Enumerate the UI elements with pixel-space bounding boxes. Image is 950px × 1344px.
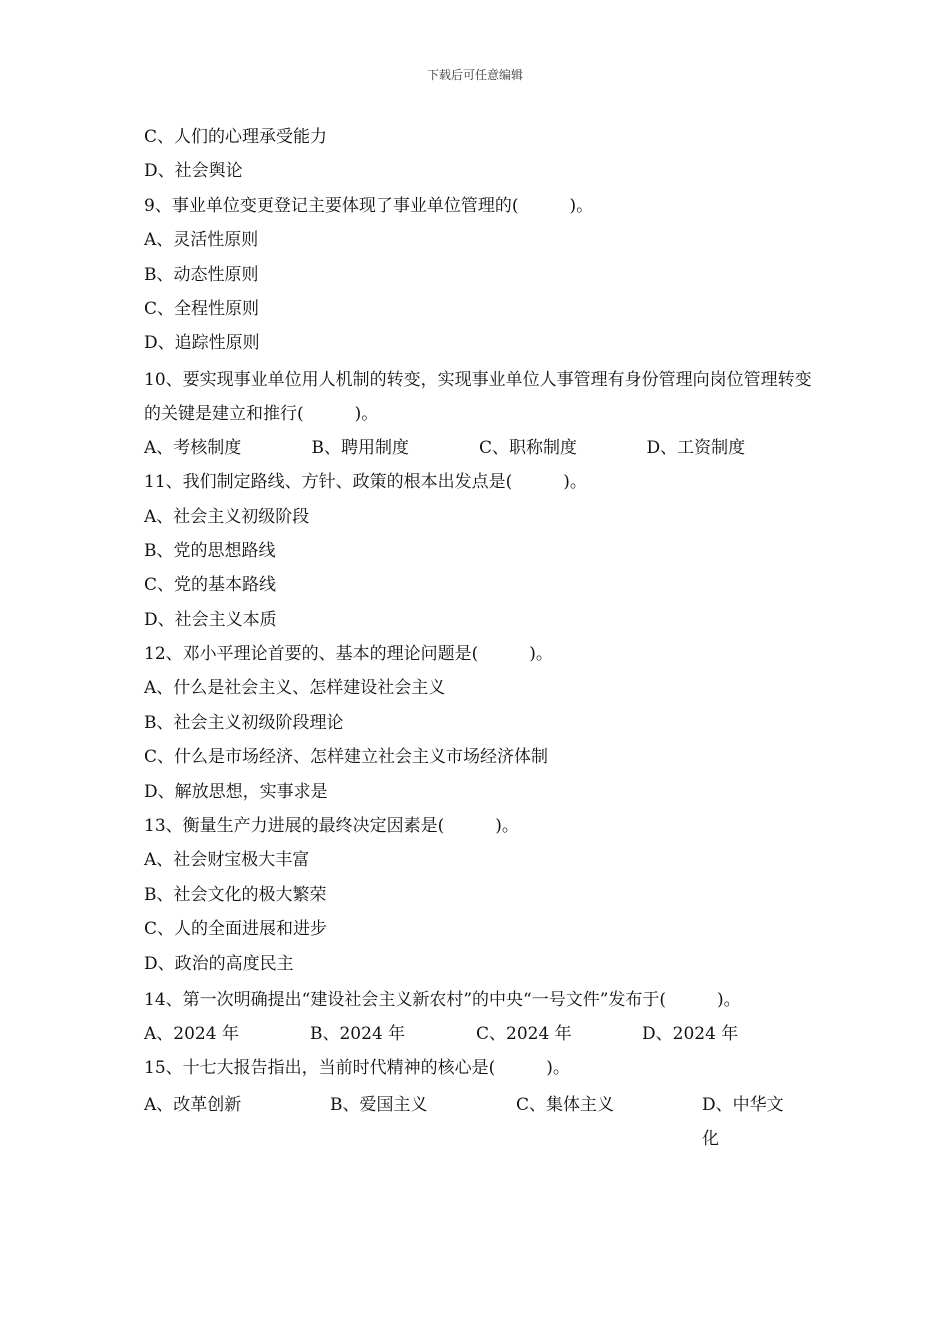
option-a-q13: A、社会财宝极大丰富 [144,850,310,871]
question-14: 14、第一次明确提出“建设社会主义新农村”的中央“一号文件”发布于( )。 [144,989,741,1010]
question-10: 10、要实现事业单位用人机制的转变，实现事业单位人事管理有身份管理向岗位管理转变的关键是建立和推行( )。 [144,369,812,424]
options-q15 [144,1088,814,1156]
option-d-q8: D、社会舆论 [144,161,243,182]
question-15: 15、十七大报告指出，当前时代精神的核心是( )。 [144,1058,570,1079]
options-q10 [144,433,814,467]
option-d-q12: D、解放思想，实事求是 [144,781,328,802]
option-c-q10: C、职称制度 [479,437,578,458]
page-header: 下载后可任意编辑 [426,68,523,82]
option-d-q10: D、工资制度 [646,437,746,458]
option-b-q11: B、党的思想路线 [144,540,276,561]
option-a-q14: A、2024 年 [144,1023,239,1044]
question-11: 11、我们制定路线、方针、政策的根本出发点是( )。 [144,472,587,493]
option-d-q13: D、政治的高度民主 [144,953,294,974]
option-a-q9: A、灵活性原则 [144,230,259,251]
option-b-q9: B、动态性原则 [144,264,259,285]
option-d-q11: D、社会主义本质 [144,609,277,630]
option-a-q10: A、考核制度 [144,437,242,458]
option-a-q15: A、改革创新 [144,1094,242,1115]
option-b-q13: B、社会文化的极大繁荣 [144,884,327,905]
option-c-q9: C、全程性原则 [144,298,260,319]
option-b-q14: B、2024 年 [310,1023,406,1044]
question-12: 12、邓小平理论首要的、基本的理论问题是( )。 [144,644,553,665]
option-d-q14: D、2024 年 [642,1023,739,1044]
option-c-q14: C、2024 年 [476,1023,572,1044]
document-body [144,122,814,1156]
option-c-q15: C、集体主义 [516,1094,615,1115]
option-d-q9: D、追踪性原则 [144,333,260,354]
option-b-q10: B、聘用制度 [311,437,409,458]
option-c-q12: C、什么是市场经济、怎样建立社会主义市场经济体制 [144,747,549,768]
option-c-q11: C、党的基本路线 [144,575,277,596]
option-b-q12: B、社会主义初级阶段理论 [144,712,344,733]
option-a-q11: A、社会主义初级阶段 [144,506,310,527]
option-d-q15: D、中华文化 [702,1094,784,1149]
option-c-q8: C、人们的心理承受能力 [144,127,328,147]
option-b-q15: B、爱国主义 [330,1094,428,1115]
question-13: 13、衡量生产力进展的最终决定因素是( )。 [144,816,519,837]
options-q14 [144,1019,814,1053]
option-c-q13: C、人的全面进展和进步 [144,919,328,940]
question-9: 9、事业单位变更登记主要体现了事业单位管理的( )。 [144,195,594,216]
option-a-q12: A、什么是社会主义、怎样建设社会主义 [144,678,446,699]
